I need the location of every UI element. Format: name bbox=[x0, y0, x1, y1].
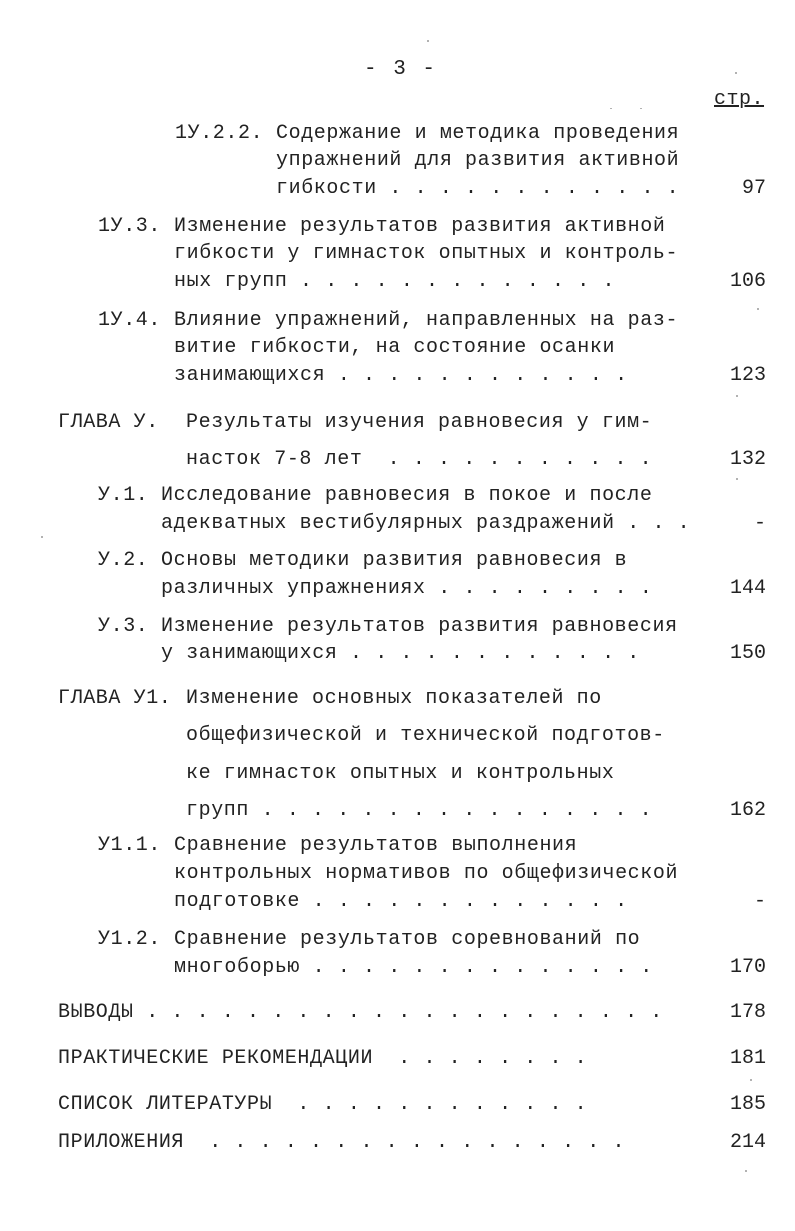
toc-entry-line: у занимающихся . . . . . . . . . . . . bbox=[161, 642, 640, 665]
toc-entry-number: 1У.4. bbox=[98, 309, 162, 332]
toc-entry-line: Изменение результатов развития равновесия bbox=[161, 615, 678, 638]
toc-entry-number: У.3. bbox=[98, 615, 149, 638]
scan-speck bbox=[745, 1170, 747, 1172]
toc-entry-line: адекватных вестибулярных раздражений . . . bbox=[161, 512, 691, 535]
toc-entry-page: 214 bbox=[729, 1131, 766, 1154]
toc-entry-line: гибкости . . . . . . . . . . . . bbox=[276, 177, 680, 200]
toc-entry-page: 123 bbox=[729, 364, 766, 387]
toc-entry-line: ПРАКТИЧЕСКИЕ РЕКОМЕНДАЦИИ . . . . . . . . bbox=[58, 1047, 588, 1070]
toc-entry-line: многоборью . . . . . . . . . . . . . . bbox=[174, 956, 653, 979]
toc-entry-line: Основы методики развития равновесия в bbox=[161, 549, 628, 572]
toc-entry-line: групп . . . . . . . . . . . . . . . . bbox=[186, 799, 653, 822]
toc-entry-line: различных упражнениях . . . . . . . . . bbox=[161, 577, 653, 600]
toc-entry-line: подготовке . . . . . . . . . . . . . bbox=[174, 890, 628, 913]
toc-entry-page: 185 bbox=[729, 1093, 766, 1116]
toc-entry-line: Изменение основных показателей по bbox=[186, 687, 602, 710]
toc-entry-line: Влияние упражнений, направленных на раз- bbox=[174, 309, 679, 332]
toc-entry-page: - bbox=[753, 512, 766, 535]
toc-entry-line: гибкости у гимнасток опытных и контроль- bbox=[174, 242, 679, 265]
toc-entry-page: 97 bbox=[741, 177, 766, 200]
toc-entry-line: Исследование равновесия в покое и после bbox=[161, 484, 653, 507]
scan-speck bbox=[750, 1079, 752, 1081]
toc-entry-page: 106 bbox=[729, 270, 766, 293]
toc-entry-line: Сравнение результатов выполнения bbox=[174, 834, 578, 857]
toc-entry-line: ных групп . . . . . . . . . . . . . bbox=[174, 270, 616, 293]
scan-speck bbox=[610, 108, 612, 109]
toc-entry-line: насток 7-8 лет . . . . . . . . . . . bbox=[186, 448, 653, 471]
toc-entry-line: Результаты изучения равновесия у гим- bbox=[186, 411, 653, 434]
toc-entry-line: контрольных нормативов по общефизической bbox=[174, 862, 679, 885]
page-column-header: стр. bbox=[714, 88, 765, 111]
scan-speck bbox=[41, 536, 43, 538]
toc-entry-line: Содержание и методика проведения bbox=[276, 122, 680, 145]
toc-entry-line: Сравнение результатов соревнований по bbox=[174, 928, 641, 951]
toc-entry-number: У.1. bbox=[98, 484, 149, 507]
toc-entry-number: У.2. bbox=[98, 549, 149, 572]
toc-entry-page: 178 bbox=[729, 1001, 766, 1024]
toc-entry-line: занимающихся . . . . . . . . . . . . bbox=[174, 364, 628, 387]
toc-entry-line: ке гимнасток опытных и контрольных bbox=[186, 762, 615, 785]
toc-entry-line: ВЫВОДЫ . . . . . . . . . . . . . . . . . . . . . bbox=[58, 1001, 663, 1024]
toc-entry-page: 150 bbox=[729, 642, 766, 665]
scan-speck bbox=[735, 72, 737, 74]
toc-entry-page: 181 bbox=[729, 1047, 766, 1070]
scan-speck bbox=[736, 395, 738, 397]
scan-speck bbox=[427, 40, 429, 42]
toc-entry-line: Изменение результатов развития активной bbox=[174, 215, 666, 238]
toc-entry-line: упражнений для развития активной bbox=[276, 149, 680, 172]
toc-entry-line: ПРИЛОЖЕНИЯ . . . . . . . . . . . . . . . . . bbox=[58, 1131, 626, 1154]
toc-entry-number: 1У.3. bbox=[98, 215, 162, 238]
toc-entry-line: общефизической и технической подготов- bbox=[186, 724, 665, 747]
toc-entry-number: У1.1. bbox=[98, 834, 162, 857]
toc-entry-line: витие гибкости, на состояние осанки bbox=[174, 336, 616, 359]
toc-entry-number: У1.2. bbox=[98, 928, 162, 951]
toc-entry-page: 132 bbox=[729, 448, 766, 471]
toc-entry-page: 170 bbox=[729, 956, 766, 979]
toc-entry-page: - bbox=[753, 890, 766, 913]
page-number: - 3 - bbox=[364, 58, 438, 81]
scan-speck bbox=[640, 108, 642, 109]
toc-entry-number: ГЛАВА У1. bbox=[58, 687, 172, 710]
toc-entry-line: СПИСОК ЛИТЕРАТУРЫ . . . . . . . . . . . . bbox=[58, 1093, 588, 1116]
scan-speck bbox=[736, 478, 738, 480]
toc-entry-page: 162 bbox=[729, 799, 766, 822]
toc-entry-number: ГЛАВА У. bbox=[58, 411, 159, 434]
toc-entry-page: 144 bbox=[729, 577, 766, 600]
toc-entry-number: 1У.2.2. bbox=[175, 122, 264, 145]
scan-speck bbox=[757, 308, 759, 310]
